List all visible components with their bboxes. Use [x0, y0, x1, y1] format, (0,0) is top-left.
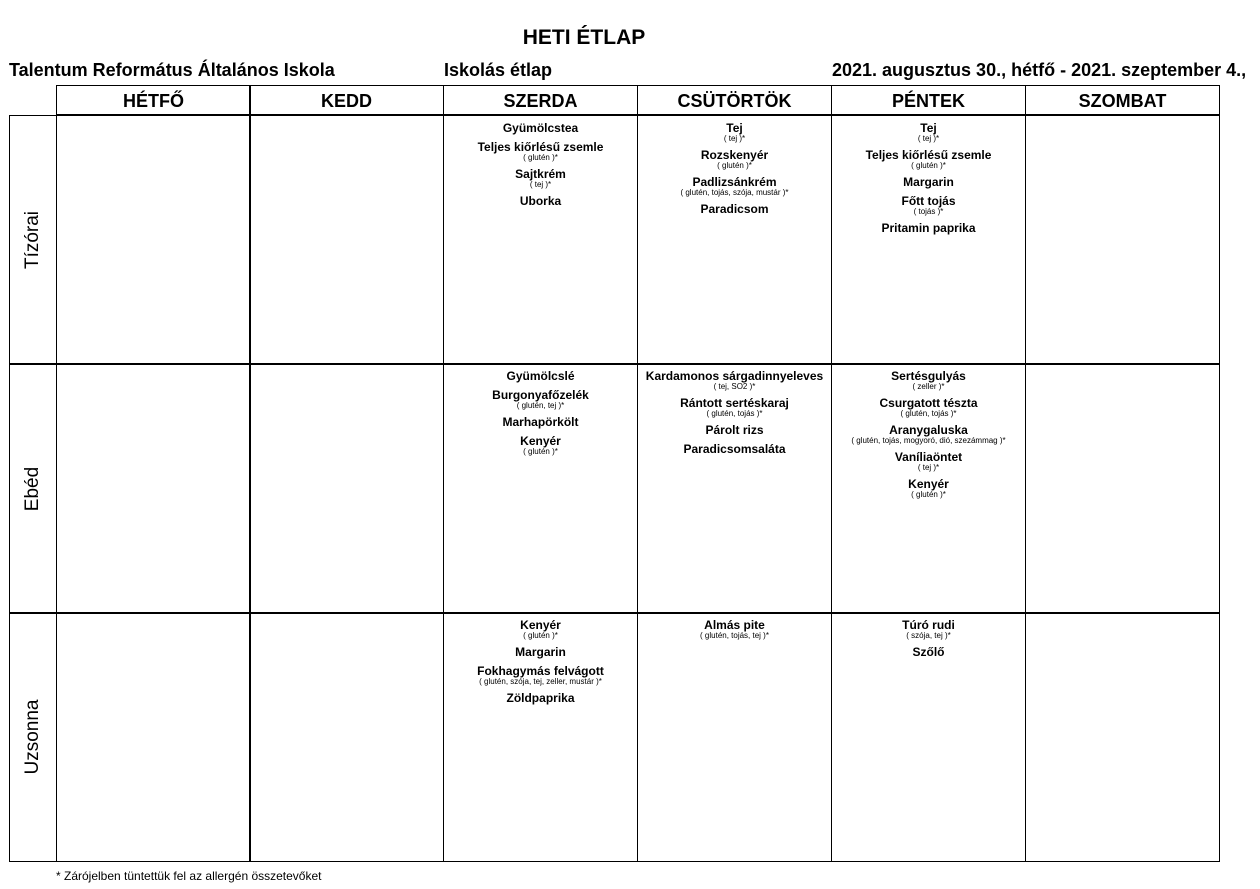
menu-item — [444, 141, 637, 162]
allergen-note: ( glutén )* — [911, 490, 946, 499]
allergen-note: ( glutén )* — [523, 153, 558, 162]
menu-cell — [249, 612, 444, 862]
meal-row-label — [9, 115, 57, 365]
menu-cell — [443, 363, 638, 614]
dish-name: Túró rudi — [902, 618, 955, 632]
meal-label-text: Tízórai — [22, 210, 43, 270]
menu-item — [832, 424, 1025, 445]
dish-name: Padlizsánkrém — [692, 175, 777, 189]
dish-name: Zöldpaprika — [506, 691, 575, 705]
menu-cell — [1025, 363, 1220, 614]
day-header: SZOMBAT — [1025, 85, 1220, 115]
date-range: 2021. augusztus 30., hétfő - 2021. szeptember 4., — [832, 60, 1247, 80]
menu-item — [444, 195, 637, 208]
menu-cell — [1025, 115, 1220, 365]
dish-name: Vaníliaöntet — [894, 450, 963, 464]
menu-cell — [637, 115, 832, 365]
menu-cell — [56, 612, 251, 862]
dish-name: Tej — [726, 121, 743, 135]
menu-item — [832, 451, 1025, 472]
dish-name: Fokhagymás felvágott — [477, 664, 604, 678]
dish-name: Uborka — [519, 194, 562, 208]
allergen-note: ( glutén )* — [523, 631, 558, 640]
dish-name: Marhapörkölt — [502, 415, 579, 429]
menu-cell — [637, 612, 832, 862]
dish-name: Almás pite — [704, 618, 765, 632]
menu-item — [638, 424, 831, 437]
allergen-note: ( tej, SO2 )* — [713, 382, 756, 391]
menu-item — [444, 370, 637, 383]
day-header: CSÜTÖRTÖK — [637, 85, 832, 115]
menu-cell — [56, 115, 251, 365]
allergen-note: ( tej )* — [723, 134, 746, 143]
menu-item — [444, 646, 637, 659]
menu-item — [832, 176, 1025, 189]
meal-row-label — [9, 612, 57, 862]
allergen-note: ( glutén, tojás, mogyoró, dió, szezámmag )* — [851, 436, 1006, 445]
menu-item — [832, 195, 1025, 216]
dish-name: Párolt rizs — [705, 423, 764, 437]
meal-label-text: Uzsonna — [22, 699, 43, 775]
dish-name: Margarin — [903, 175, 954, 189]
allergen-note: ( glutén, tojás, szója, mustár )* — [680, 188, 789, 197]
dish-name: Sertésgulyás — [891, 369, 966, 383]
menu-item — [638, 370, 831, 391]
menu-item — [638, 619, 831, 640]
allergen-footnote: * Zárójelben tüntettük fel az allergén összetevőket — [56, 869, 322, 883]
menu-cell — [56, 363, 251, 614]
allergen-note: ( tojás )* — [913, 207, 944, 216]
menu-cell — [249, 115, 444, 365]
menu-cell — [249, 363, 444, 614]
day-header: HÉTFŐ — [56, 85, 251, 115]
dish-name: Csurgatott tészta — [879, 396, 978, 410]
menu-item — [832, 478, 1025, 499]
allergen-note: ( glutén, tojás )* — [706, 409, 763, 418]
menu-item — [444, 168, 637, 189]
menu-item — [832, 397, 1025, 418]
menu-item — [444, 122, 637, 135]
menu-item — [638, 203, 831, 216]
meal-row-label — [9, 363, 57, 614]
menu-item — [638, 149, 831, 170]
dish-name: Paradicsom — [700, 202, 769, 216]
dish-name: Tej — [920, 121, 937, 135]
menu-cell — [443, 612, 638, 862]
menu-cell — [637, 363, 832, 614]
menu-item — [832, 370, 1025, 391]
menu-item — [444, 692, 637, 705]
menu-item — [832, 122, 1025, 143]
allergen-note: ( tej )* — [917, 463, 940, 472]
dish-name: Kenyér — [520, 434, 561, 448]
dish-name: Burgonyafőzelék — [492, 388, 589, 402]
allergen-note: ( tej )* — [529, 180, 552, 189]
allergen-note: ( szója, tej )* — [906, 631, 951, 640]
allergen-note: ( tej )* — [917, 134, 940, 143]
dish-name: Aranygaluska — [889, 423, 968, 437]
dish-name: Szőlő — [912, 645, 945, 659]
dish-name: Teljes kiőrlésű zsemle — [477, 140, 604, 154]
menu-cell — [831, 612, 1026, 862]
menu-item — [444, 619, 637, 640]
school-name: Talentum Református Általános Iskola — [9, 60, 335, 80]
day-header: KEDD — [249, 85, 444, 115]
dish-name: Főtt tojás — [901, 194, 956, 208]
dish-name: Gyümölcstea — [502, 121, 579, 135]
dish-name: Rozskenyér — [700, 148, 769, 162]
menu-type: Iskolás étlap — [444, 60, 553, 80]
meal-label-text: Ebéd — [22, 466, 43, 511]
allergen-note: ( zeller )* — [912, 382, 945, 391]
menu-item — [832, 149, 1025, 170]
page-title: HETI ÉTLAP — [522, 26, 646, 49]
menu-item — [832, 646, 1025, 659]
dish-name: Kenyér — [520, 618, 561, 632]
dish-name: Kenyér — [908, 477, 949, 491]
menu-item — [832, 619, 1025, 640]
menu-cell — [443, 115, 638, 365]
allergen-note: ( glutén )* — [911, 161, 946, 170]
menu-item — [638, 443, 831, 456]
menu-item — [638, 176, 831, 197]
menu-item — [444, 416, 637, 429]
menu-item — [444, 389, 637, 410]
allergen-note: ( glutén, tej )* — [516, 401, 565, 410]
dish-name: Margarin — [515, 645, 566, 659]
day-header: PÉNTEK — [831, 85, 1026, 115]
dish-name: Paradicsomsaláta — [683, 442, 786, 456]
menu-item — [444, 665, 637, 686]
dish-name: Sajtkrém — [515, 167, 566, 181]
dish-name: Teljes kiőrlésű zsemle — [865, 148, 992, 162]
allergen-note: ( glutén, tojás )* — [900, 409, 957, 418]
menu-item — [832, 222, 1025, 235]
dish-name: Pritamin paprika — [881, 221, 976, 235]
allergen-note: ( glutén )* — [523, 447, 558, 456]
day-header: SZERDA — [443, 85, 638, 115]
menu-cell — [831, 363, 1026, 614]
menu-item — [444, 435, 637, 456]
dish-name: Kardamonos sárgadinnyeleves — [645, 369, 824, 383]
dish-name: Gyümölcslé — [506, 369, 575, 383]
allergen-note: ( glutén, tojás, tej )* — [700, 631, 769, 640]
dish-name: Rántott sertéskaraj — [680, 396, 789, 410]
allergen-note: ( glutén )* — [717, 161, 752, 170]
menu-item — [638, 122, 831, 143]
menu-item — [638, 397, 831, 418]
menu-cell — [1025, 612, 1220, 862]
allergen-note: ( glutén, szója, tej, zeller, mustár )* — [479, 677, 602, 686]
menu-cell — [831, 115, 1026, 365]
